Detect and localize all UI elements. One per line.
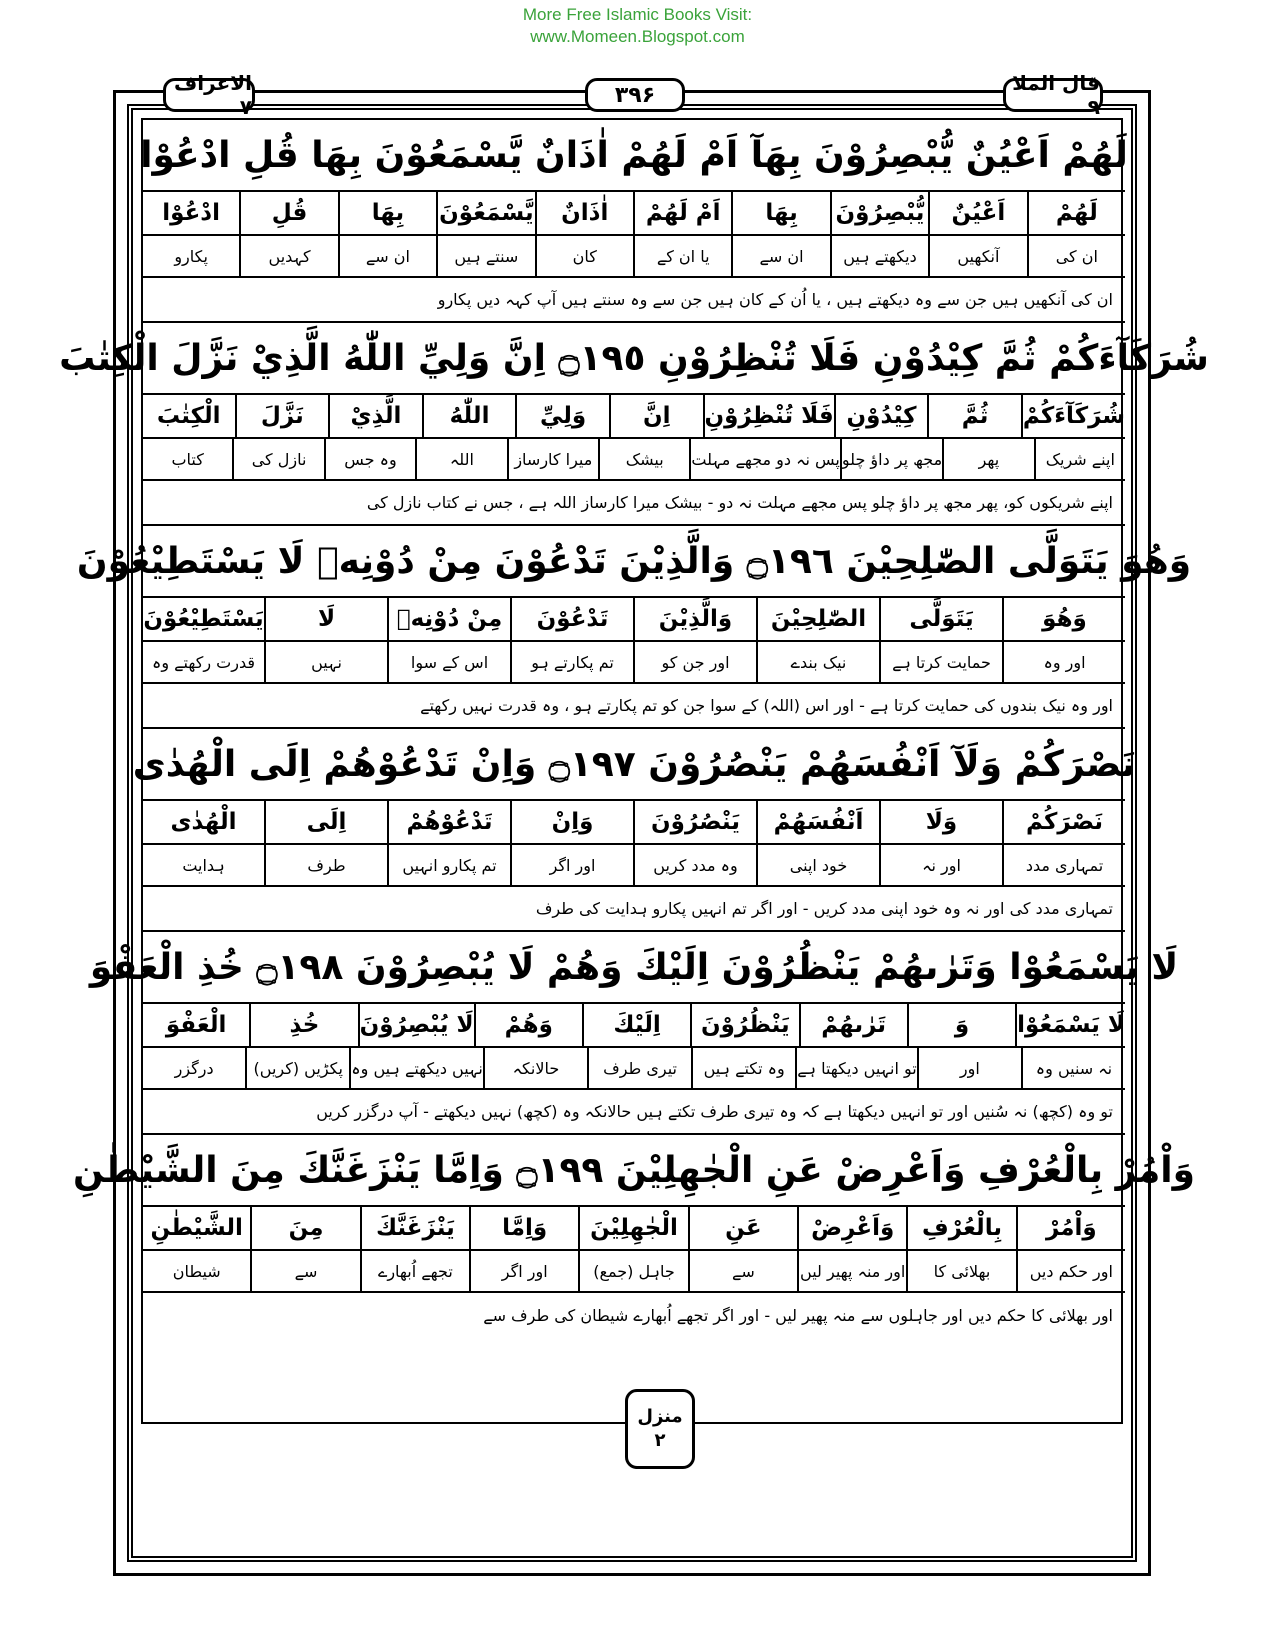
- meaning-cell: کتاب: [171, 449, 204, 469]
- meaning-cell: سنتے ہیں: [436, 236, 534, 276]
- meaning-cell: اس کے سوا: [387, 642, 510, 682]
- meaning-cell: ان کی: [1027, 236, 1125, 276]
- meaning-cell: خود اپنی: [756, 845, 879, 885]
- translation-line: اپنے شریکوں کو، پھر مجھ پر داؤ چلو پس مجھے مہلت نہ دو - بیشک میرا کارساز اللہ ہے ، جس نے کتاب نازل کی: [143, 481, 1125, 526]
- word-cell: يَّسْمَعُوْنَ: [436, 192, 534, 234]
- word-cell: اَعْيُنٌ: [928, 192, 1026, 234]
- verse-line: لَا يَسْمَعُوْا وَتَرٰىهُمْ يَنْظُرُوْنَ اِلَيْكَ وَهُمْ لَا يُبْصِرُوْنَ ۝١٩٨ خُذِ الْعَفْوَ: [143, 932, 1125, 1004]
- word-cell: فَلَا تُنْظِرُوْنِ: [703, 395, 834, 437]
- meaning-cell: سے: [250, 1251, 359, 1291]
- meaning-cell: اور اگر: [469, 1251, 578, 1291]
- meaning-row: [143, 236, 1125, 278]
- word-cell: مِنْ دُوْنِهٖ: [387, 598, 510, 640]
- word-row: [143, 801, 1125, 845]
- meaning-cell: ہدایت: [182, 855, 225, 875]
- verse-line: وَاْمُرْ بِالْعُرْفِ وَاَعْرِضْ عَنِ الْجٰهِلِيْنَ ۝١٩٩ وَاِمَّا يَنْزَغَنَّكَ مِنَ الشَّيْطٰنِ: [143, 1135, 1125, 1207]
- meaning-cell: کان: [535, 236, 633, 276]
- word-cell: تَدْعُوْنَ: [510, 598, 633, 640]
- meaning-cell: اور اگر: [510, 845, 633, 885]
- meaning-cell: نازل کی: [232, 439, 323, 479]
- word-cell: الشَّيْطٰنِ: [150, 1215, 243, 1241]
- meaning-row: [143, 642, 1125, 684]
- word-cell: لَا: [264, 598, 387, 640]
- word-cell: شُرَكَآءَكُمْ: [1021, 395, 1125, 437]
- meaning-cell: اپنے شریک: [1034, 439, 1125, 479]
- meaning-row: [143, 845, 1125, 887]
- word-cell: تَدْعُوْهُمْ: [387, 801, 510, 843]
- meaning-cell: پھر: [942, 439, 1033, 479]
- word-cell: اَنْفُسَهُمْ: [756, 801, 879, 843]
- word-cell: اِنَّ: [609, 395, 703, 437]
- meaning-cell: اور: [917, 1048, 1021, 1088]
- word-cell: نَزَّلَ: [235, 395, 329, 437]
- meaning-cell: یا ان کے: [633, 236, 731, 276]
- meaning-row: [143, 439, 1125, 481]
- word-cell: وَاِنْ: [510, 801, 633, 843]
- meaning-cell: مجھ پر داؤ چلو: [840, 439, 942, 479]
- word-cell: اللّٰهُ: [422, 395, 516, 437]
- meaning-cell: تم پکارتے ہو: [510, 642, 633, 682]
- meaning-row: [143, 1048, 1125, 1090]
- meaning-cell: اور وہ: [1002, 642, 1125, 682]
- word-cell: تَرٰىهُمْ: [799, 1004, 907, 1046]
- meaning-cell: اور نہ: [879, 845, 1002, 885]
- meaning-cell: حالانکہ: [483, 1048, 587, 1088]
- meaning-cell: آنکھیں: [928, 236, 1026, 276]
- word-cell: وَ: [907, 1004, 1015, 1046]
- verse-line: نَصْرَكُمْ وَلَآ اَنْفُسَهُمْ يَنْصُرُوْنَ ۝١٩٧ وَاِنْ تَدْعُوْهُمْ اِلَى الْهُدٰى: [143, 729, 1125, 801]
- word-cell: يَنْزَغَنَّكَ: [360, 1207, 469, 1249]
- meaning-cell: درگزر: [174, 1058, 214, 1078]
- word-cell: الْجٰهِلِيْنَ: [578, 1207, 687, 1249]
- page-content: [59, 118, 1209, 1424]
- meaning-cell: دیکھتے ہیں: [830, 236, 928, 276]
- word-cell: ادْعُوْا: [162, 200, 220, 226]
- translation-line: تو وہ (کچھ) نہ سُنیں اور تو انہیں دیکھتا ہے کہ وہ تیری طرف تکتے ہیں حالانکہ وہ (کچھ) نہیں دیکھتے - آپ درگزر کریں: [143, 1090, 1125, 1135]
- meaning-cell: بھلائی کا: [906, 1251, 1015, 1291]
- word-cell: وَلَا: [879, 801, 1002, 843]
- word-cell: الْهُدٰى: [170, 809, 237, 835]
- word-cell: الْعَفْوَ: [165, 1012, 227, 1038]
- meaning-cell: پس نہ دو مجھے مہلت: [689, 439, 839, 479]
- meaning-cell: اور جن کو: [633, 642, 756, 682]
- word-cell: لَا يَسْمَعُوْا: [1015, 1004, 1125, 1046]
- word-row: [143, 1207, 1125, 1251]
- meaning-cell: اور حکم دیں: [1016, 1251, 1125, 1291]
- para-name: قال الملا ۹: [1003, 78, 1103, 112]
- manzil-badge: [625, 1389, 695, 1469]
- word-cell: وَهُوَ: [1002, 598, 1125, 640]
- surah-name: الاعراف ۷: [163, 78, 255, 112]
- word-cell: الَّذِيْ: [328, 395, 422, 437]
- meaning-cell: ان سے: [338, 236, 436, 276]
- word-cell: بِالْعُرْفِ: [906, 1207, 1015, 1249]
- word-cell: يَنْظُرُوْنَ: [690, 1004, 798, 1046]
- word-cell: لَهُمْ: [1027, 192, 1125, 234]
- meaning-cell: وہ مدد کریں: [633, 845, 756, 885]
- meaning-cell: نہیں دیکھتے ہیں وہ: [349, 1048, 483, 1088]
- word-cell: عَنِ: [688, 1207, 797, 1249]
- translation-line: اور بھلائی کا حکم دیں اور جاہلوں سے منہ پھیر لیں - اور اگر تجھے اُبھارے شیطان کی طرف سے: [483, 1306, 1113, 1325]
- word-row: [143, 598, 1125, 642]
- meaning-cell: اور منہ پھیر لیں: [797, 1251, 906, 1291]
- meaning-cell: نیک بندے: [756, 642, 879, 682]
- meaning-cell: وہ جس: [324, 439, 415, 479]
- word-cell: بِهَا: [731, 192, 829, 234]
- meaning-cell: تجھے اُبھارے: [360, 1251, 469, 1291]
- verse-line: لَهُمْ اَعْيُنٌ يُّبْصِرُوْنَ بِهَآ اَمْ لَهُمْ اٰذَانٌ يَّسْمَعُوْنَ بِهَا قُلِ ادْعُوْا: [143, 120, 1125, 192]
- meaning-row: [143, 1251, 1125, 1293]
- meaning-cell: جاہل (جمع): [578, 1251, 687, 1291]
- verse-line: شُرَكَآءَكُمْ ثُمَّ كِيْدُوْنِ فَلَا تُنْظِرُوْنِ ۝١٩٥ اِنَّ وَلِيِّ اللّٰهُ الَّذِيْ نَزَّلَ الْكِتٰبَ: [143, 323, 1125, 395]
- translation-line: اور وہ نیک بندوں کی حمایت کرتا ہے - اور اس (اللہ) کے سوا جن کو تم پکارتے ہو ، وہ قدرت نہیں رکھتے: [143, 684, 1125, 729]
- meaning-cell: میرا کارساز: [507, 439, 598, 479]
- word-cell: يَسْتَطِيْعُوْنَ: [143, 606, 264, 632]
- word-row: [143, 192, 1125, 236]
- manzil-label: منزل: [637, 1406, 683, 1427]
- meaning-cell: تو انہیں دیکھتا ہے: [795, 1048, 917, 1088]
- word-cell: مِنَ: [250, 1207, 359, 1249]
- word-cell: نَصْرَكُمْ: [1002, 801, 1125, 843]
- word-cell: اِلَيْكَ: [582, 1004, 690, 1046]
- meaning-cell: پکارو: [174, 246, 208, 266]
- meaning-cell: ان سے: [731, 236, 829, 276]
- meaning-cell: حمایت کرتا ہے: [879, 642, 1002, 682]
- word-cell: وَلِيِّ: [515, 395, 609, 437]
- word-cell: اَمْ لَهُمْ: [633, 192, 731, 234]
- meaning-cell: نہ سنیں وہ: [1021, 1048, 1125, 1088]
- word-cell: لَا يُبْصِرُوْنَ: [358, 1004, 474, 1046]
- meaning-cell: سے: [688, 1251, 797, 1291]
- word-cell: وَاِمَّا: [469, 1207, 578, 1249]
- word-cell: خُذِ: [249, 1004, 357, 1046]
- promo-line-1: More Free Islamic Books Visit:: [522, 5, 753, 24]
- meaning-cell: پکڑیں (کریں): [245, 1048, 349, 1088]
- meaning-cell: بیشک: [598, 439, 689, 479]
- word-cell: وَهُمْ: [474, 1004, 582, 1046]
- meaning-cell: تیری طرف: [587, 1048, 691, 1088]
- word-cell: ثُمَّ: [927, 395, 1021, 437]
- word-cell: اٰذَانٌ: [535, 192, 633, 234]
- word-cell: قُلِ: [239, 192, 337, 234]
- meaning-cell: نہیں: [264, 642, 387, 682]
- word-cell: الْكِتٰبَ: [156, 403, 221, 429]
- translation-line: ان کی آنکھیں ہیں جن سے وہ دیکھتے ہیں ، یا اُن کے کان ہیں جن سے وہ سنتے ہیں آپ کہہ دیں پکارو: [143, 278, 1125, 323]
- meaning-cell: طرف: [264, 845, 387, 885]
- verse-line: وَهُوَ يَتَوَلَّى الصّٰلِحِيْنَ ۝١٩٦ وَالَّذِيْنَ تَدْعُوْنَ مِنْ دُوْنِهٖ لَا يَسْتَطِيْعُوْنَ: [143, 526, 1125, 598]
- meaning-cell: شیطان: [172, 1261, 221, 1281]
- word-row: [143, 1004, 1125, 1048]
- word-cell: وَاْمُرْ: [1016, 1207, 1125, 1249]
- word-cell: يَتَوَلَّى: [879, 598, 1002, 640]
- meaning-cell: تمہاری مدد: [1002, 845, 1125, 885]
- promo-line-2: www.Momeen.Blogspot.com: [530, 27, 745, 46]
- meaning-cell: قدرت رکھتے وہ: [151, 652, 256, 672]
- meaning-cell: کہدیں: [239, 236, 337, 276]
- meaning-cell: وہ تکتے ہیں: [691, 1048, 795, 1088]
- manzil-number: ۲: [654, 1430, 666, 1451]
- word-cell: بِهَا: [338, 192, 436, 234]
- word-cell: يَنْصُرُوْنَ: [633, 801, 756, 843]
- word-cell: يُّبْصِرُوْنَ: [830, 192, 928, 234]
- meaning-cell: اللہ: [415, 439, 506, 479]
- word-cell: كِيْدُوْنِ: [834, 395, 928, 437]
- word-cell: وَالَّذِيْنَ: [633, 598, 756, 640]
- word-cell: اِلَى: [264, 801, 387, 843]
- word-cell: وَاَعْرِضْ: [797, 1207, 906, 1249]
- word-cell: الصّٰلِحِيْنَ: [756, 598, 879, 640]
- word-row: [143, 395, 1125, 439]
- page-number: ۳۹۶: [585, 78, 685, 112]
- translation-line: تمہاری مدد کی اور نہ وہ خود اپنی مدد کریں - اور اگر تم انہیں پکارو ہدایت کی طرف: [143, 887, 1125, 932]
- meaning-cell: تم پکارو انہیں: [387, 845, 510, 885]
